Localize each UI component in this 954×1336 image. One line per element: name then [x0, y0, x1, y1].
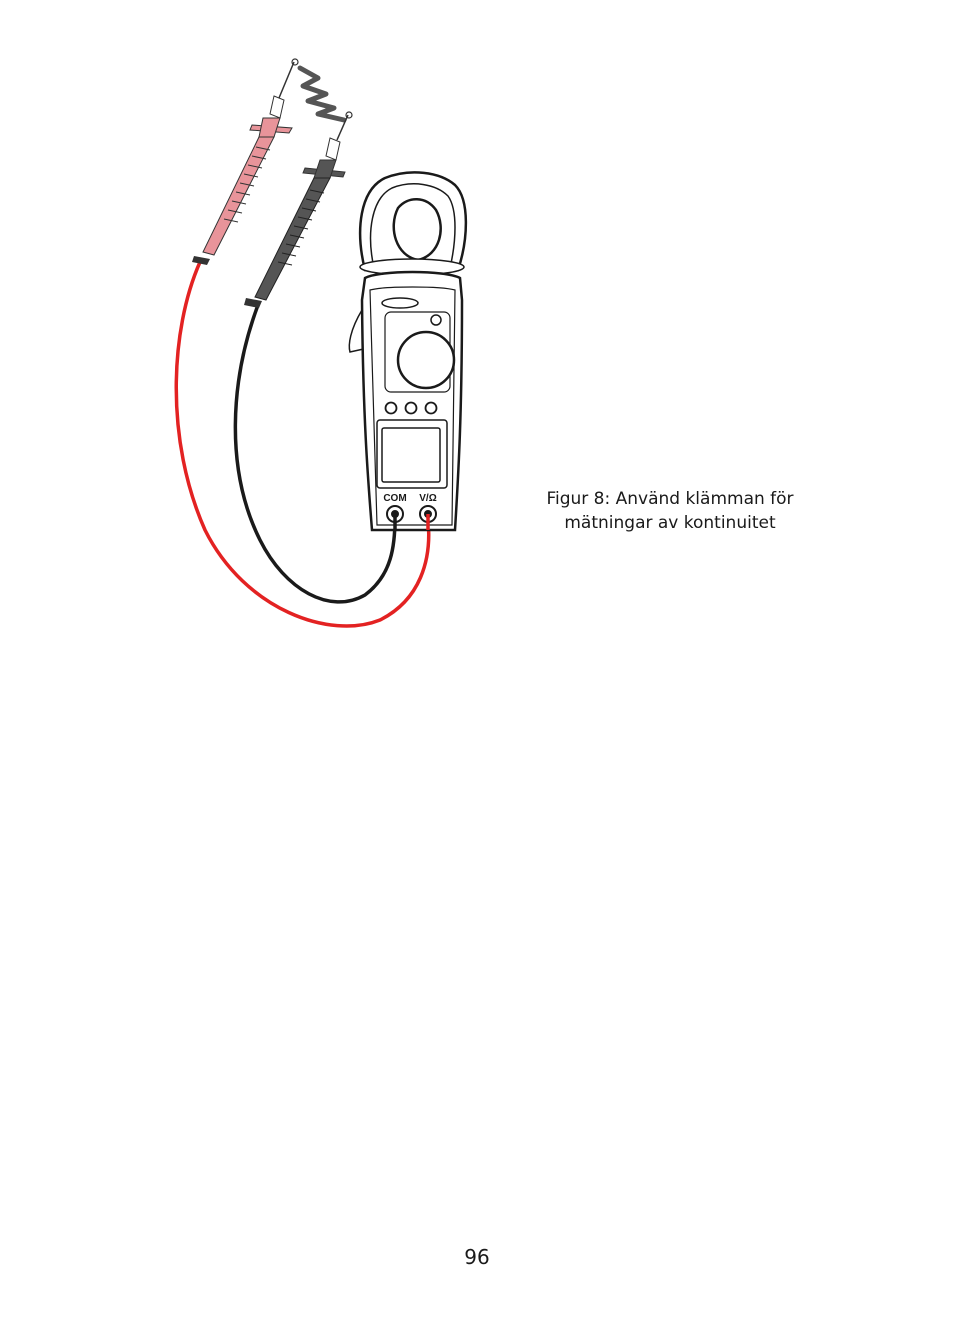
terminal-com-label: COM [383, 493, 407, 504]
terminal-v-label: V/Ω [419, 493, 437, 504]
caption-line-2: mätningar av kontinuitet [564, 513, 776, 533]
resistor-icon [300, 68, 344, 120]
clamp-meter-figure [160, 50, 480, 640]
clamp-meter [349, 172, 466, 530]
figure-caption [500, 487, 840, 535]
red-probe [192, 59, 298, 265]
caption-line-1: Figur 8: Använd klämman för [546, 489, 794, 509]
page-number: 96 [464, 1245, 490, 1269]
